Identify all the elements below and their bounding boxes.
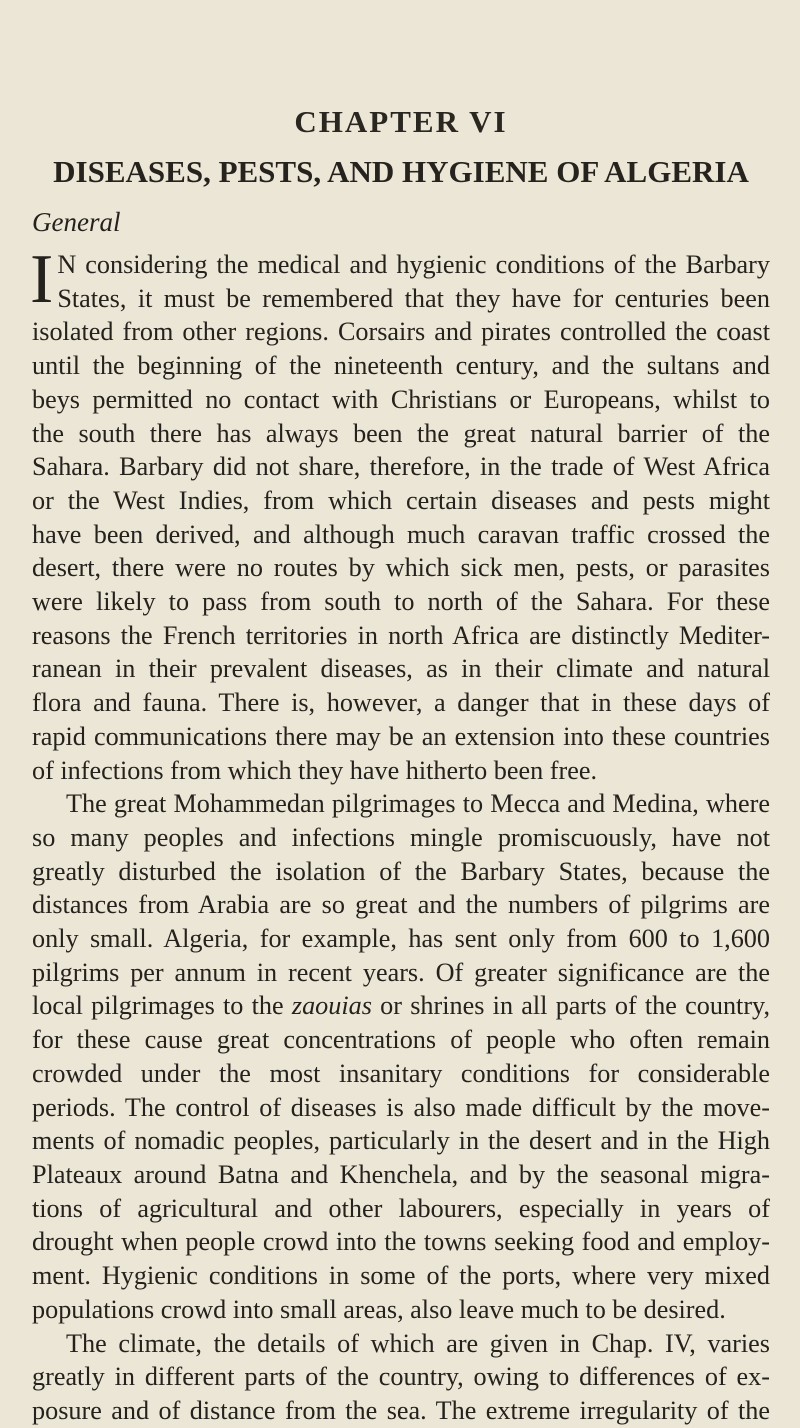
drop-cap: I <box>30 241 54 318</box>
text-line: States, it must be remembered that they have for centuries been <box>57 283 770 313</box>
paragraph-1 <box>30 241 770 787</box>
text-line: ment. Hygienic conditions in some of the ports, where very mixed <box>32 1261 770 1291</box>
paragraph-2 <box>32 787 770 1326</box>
book-page <box>32 104 770 1428</box>
text-line: beys permitted no contact with Christians or Europeans, whilst to <box>32 384 770 414</box>
text-line: The climate, the details of which are given in Chap. IV, varies <box>66 1328 770 1358</box>
text-line: greatly in different parts of the country, owing to differences of ex- <box>32 1362 770 1392</box>
text-line: for these cause great concentrations of people who often remain <box>32 1025 770 1055</box>
text-line: Plateaux around Batna and Khenchela, and by the seasonal migra- <box>32 1159 770 1189</box>
chapter-label: CHAPTER VI <box>294 104 508 139</box>
body-text <box>30 241 770 1428</box>
text-line: Sahara. Barbary did not share, therefore, in the trade of West Africa <box>32 452 770 482</box>
text-line: populations crowd into small areas, also leave much to be desired. <box>32 1294 726 1324</box>
text-line: pilgrims per annum in recent years. Of greater significance are the <box>32 957 770 987</box>
text-line: isolated from other regions. Corsairs and pirates controlled the coast <box>32 317 770 347</box>
text-line: periods. The control of diseases is also made difficult by the move- <box>32 1092 770 1122</box>
text-line: desert, there were no routes by which sick men, pests, or parasites <box>32 553 770 583</box>
text-line: of infections from which they have hitherto been free. <box>32 755 598 785</box>
paragraph-3 <box>32 1327 770 1428</box>
text-line: were likely to pass from south to north of the Sahara. For these <box>32 587 770 617</box>
text-line: ranean in their prevalent diseases, as in their climate and natural <box>32 654 770 684</box>
text-line: distances from Arabia are so great and the numbers of pilgrims are <box>32 890 770 920</box>
text-line: rapid communications there may be an extension into these countries <box>32 721 770 751</box>
chapter-title: DISEASES, PESTS, AND HYGIENE OF ALGERIA <box>53 154 749 189</box>
text-line: crowded under the most insanitary conditions for considerable <box>32 1058 770 1088</box>
text-line: greatly disturbed the isolation of the Barbary States, because the <box>32 856 770 886</box>
text-line: have been derived, and although much caravan traffic crossed the <box>32 519 770 549</box>
text-line: until the beginning of the nineteenth century, and the sultans and <box>32 351 770 381</box>
text-line: the south there has always been the great natural barrier of the <box>32 418 770 448</box>
text-line: The great Mohammedan pilgrimages to Mecca and Medina, where <box>66 789 770 819</box>
text-line: N considering the medical and hygienic conditions of the Barbary <box>57 250 770 279</box>
text-line: only small. Algeria, for example, has sent only from 600 to 1,600 <box>32 924 770 954</box>
text-line: ments of nomadic peoples, particularly in the desert and in the High <box>32 1126 770 1156</box>
text-line: posure and of distance from the sea. The extreme irregularity of the <box>32 1395 770 1425</box>
section-heading: General <box>32 207 121 237</box>
text-line: reasons the French territories in north Africa are distinctly Mediter- <box>32 620 770 650</box>
text-line: tions of agricultural and other labourers, especially in years of <box>32 1193 770 1223</box>
italic-term: zaouias <box>291 991 372 1021</box>
text-line: so many peoples and infections mingle promiscuously, have not <box>32 822 770 852</box>
text-line: flora and fauna. There is, however, a danger that in these days of <box>32 688 770 718</box>
text-line: drought when people crowd into the towns seeking food and employ- <box>32 1227 770 1257</box>
text-line: or the West Indies, from which certain diseases and pests might <box>32 485 770 515</box>
text-line: local pilgrimages to the zaouias or shrines in all parts of the country, <box>32 991 770 1021</box>
